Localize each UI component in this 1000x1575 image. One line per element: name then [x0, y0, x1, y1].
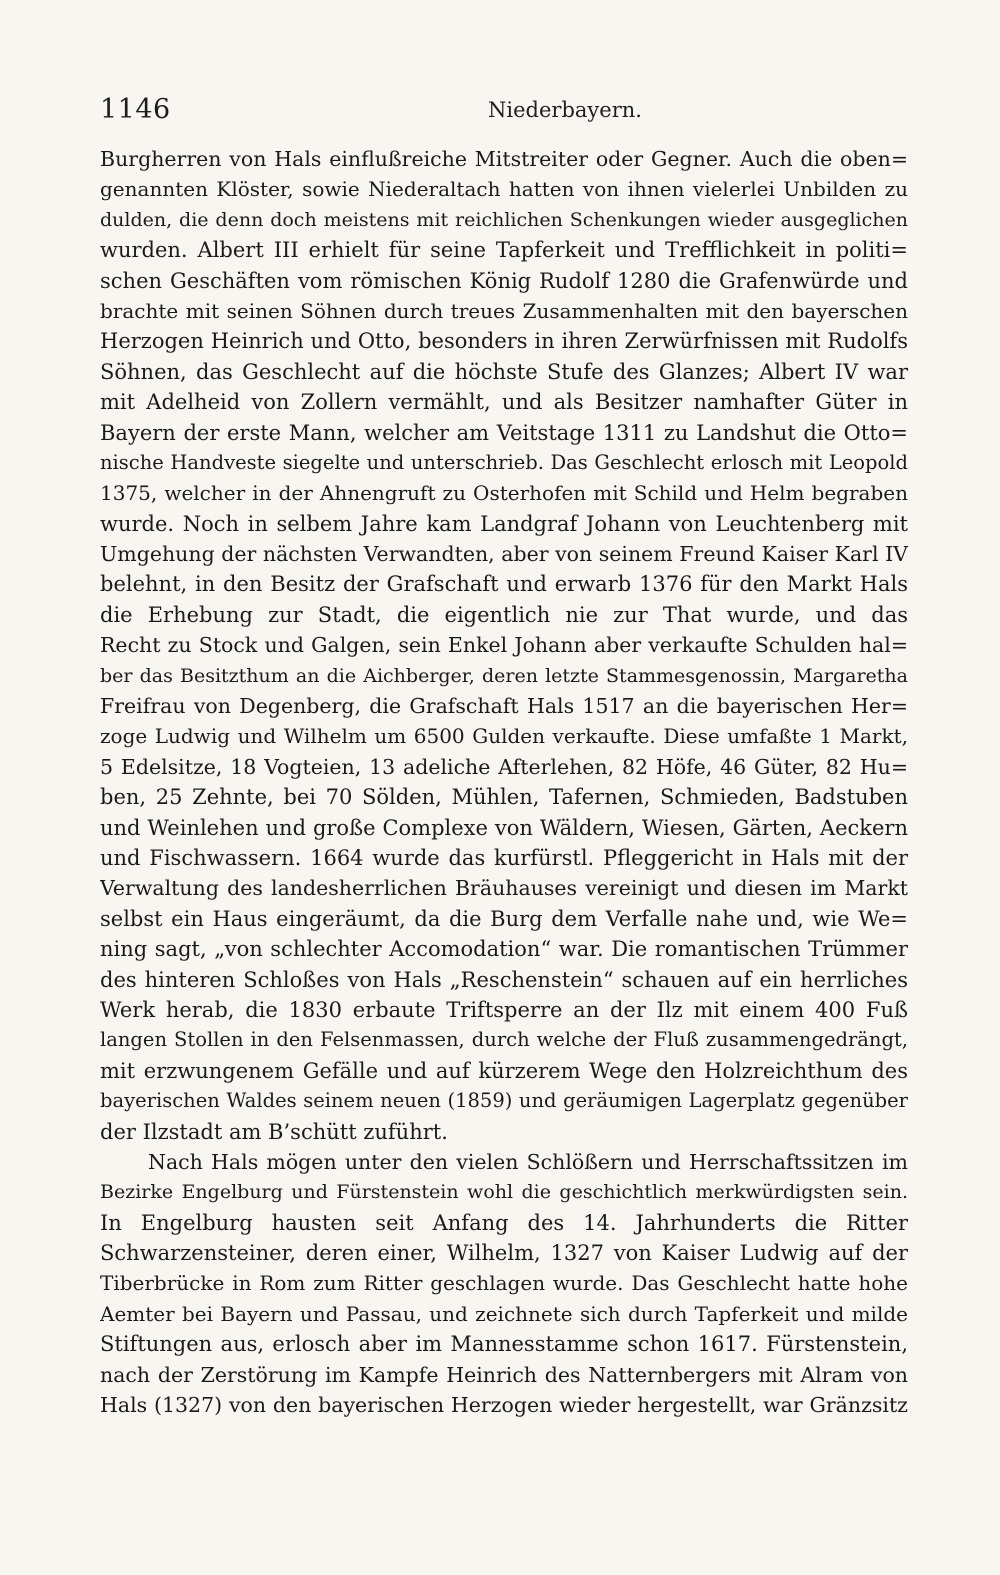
text-line: bayerischen Waldes seinem neuen (1859) und geräumigen Lagerplatz gegenüber	[100, 1089, 908, 1113]
text-line: Bayern der erste Mann, welcher am Veitstage 1311 zu Landshut die Otto=	[100, 420, 908, 445]
text-line: die Erhebung zur Stadt, die eigentlich nie zur That wurde, und das	[100, 602, 908, 627]
text-line: selbst ein Haus eingeräumt, da die Burg dem Verfalle nahe und, wie We=	[100, 906, 908, 931]
text-line: Recht zu Stock und Galgen, sein Enkel Johann aber verkaufte Schulden hal=	[100, 633, 908, 658]
text-line: des hinteren Schloßes von Hals „Reschenstein“ schauen auf ein herrliches	[100, 967, 908, 992]
text-line: langen Stollen in den Felsenmassen, durch welche der Fluß zusammengedrängt,	[100, 1028, 908, 1052]
text-line: belehnt, in den Besitz der Grafschaft und erwarb 1376 für den Markt Hals	[100, 572, 908, 597]
text-line: 1375, welcher in der Ahnengruft zu Osterhofen mit Schild und Helm begraben	[100, 481, 908, 506]
text-line: genannten Klöster, sowie Niederaltach hatten von ihnen vielerlei Unbilden zu	[100, 177, 908, 202]
running-head: Niederbayern.	[488, 98, 642, 122]
text-line: Stiftungen aus, erlosch aber im Mannesstamme schon 1617. Fürstenstein,	[100, 1332, 908, 1357]
text-line: Bezirke Engelburg und Fürstenstein wohl die geschichtlich merkwürdigsten sein.	[100, 1181, 908, 1204]
text-line: Tiberbrücke in Rom zum Ritter geschlagen wurde. Das Geschlecht hatte hohe	[100, 1271, 908, 1296]
text-line: Aemter bei Bayern und Passau, und zeichnete sich durch Tapferkeit und milde	[100, 1301, 908, 1326]
text-line: wurde. Noch in selbem Jahre kam Landgraf Johann von Leuchtenberg mit	[100, 511, 908, 536]
text-line: ning sagt, „von schlechter Accomodation“ war. Die romantischen Trümmer	[100, 937, 908, 962]
text-line: wurden. Albert III erhielt für seine Tapferkeit und Trefflichkeit in politi=	[100, 238, 908, 263]
paragraph-start-line: Nach Hals mögen unter den vielen Schlößern und Herrschaftssitzen im	[148, 1149, 908, 1174]
text-line: Verwaltung des landesherrlichen Bräuhauses vereinigt und diesen im Markt	[100, 876, 908, 901]
text-line: brachte mit seinen Söhnen durch treues Zusammenhalten mit den bayerschen	[100, 298, 908, 323]
page-number: 1146	[100, 94, 171, 125]
text-line: mit erzwungenem Gefälle und auf kürzerem Wege den Holzreichthum des	[100, 1058, 908, 1083]
body-text	[100, 144, 908, 1420]
text-line: 5 Edelsitze, 18 Vogteien, 13 adeliche Afterlehen, 82 Höfe, 46 Güter, 82 Hu=	[100, 754, 908, 779]
text-line: Schwarzensteiner, deren einer, Wilhelm, 1327 von Kaiser Ludwig auf der	[100, 1241, 908, 1266]
text-line: zoge Ludwig und Wilhelm um 6500 Gulden verkaufte. Diese umfaßte 1 Markt,	[100, 724, 908, 749]
text-line: In Engelburg hausten seit Anfang des 14. Jahrhunderts die Ritter	[100, 1210, 908, 1235]
text-line: dulden, die denn doch meistens mit reichlichen Schenkungen wieder ausgeglichen	[100, 208, 908, 231]
text-line: ben, 25 Zehnte, bei 70 Sölden, Mühlen, Tafernen, Schmieden, Badstuben	[100, 785, 908, 810]
text-line: nische Handveste siegelte und unterschrieb. Das Geschlecht erlosch mit Leopold	[100, 450, 908, 474]
text-line: Söhnen, das Geschlecht auf die höchste Stufe des Glanzes; Albert IV war	[100, 359, 908, 384]
text-line: schen Geschäften vom römischen König Rudolf 1280 die Grafenwürde und	[100, 268, 908, 293]
text-line: ber das Besitzthum an die Aichberger, deren letzte Stammesgenossin, Margaretha	[100, 664, 908, 687]
page-header	[100, 94, 910, 130]
text-line: und Fischwassern. 1664 wurde das kurfürstl. Pfleggericht in Hals mit der	[100, 845, 908, 870]
text-line: und Weinlehen und große Complexe von Wäldern, Wiesen, Gärten, Aeckern	[100, 815, 908, 840]
text-line: nach der Zerstörung im Kampfe Heinrich des Natternbergers mit Alram von	[100, 1362, 908, 1387]
text-line: Freifrau von Degenberg, die Grafschaft Hals 1517 an die bayerischen Her=	[100, 694, 908, 719]
text-line: Umgehung der nächsten Verwandten, aber von seinem Freund Kaiser Karl IV	[100, 542, 908, 567]
text-line: Werk herab, die 1830 erbaute Triftsperre an der Ilz mit einem 400 Fuß	[100, 997, 908, 1022]
text-line: Herzogen Heinrich und Otto, besonders in ihren Zerwürfnissen mit Rudolfs	[100, 329, 908, 354]
text-line: Burgherren von Hals einflußreiche Mitstreiter oder Gegner. Auch die oben=	[100, 147, 908, 171]
text-line: Hals (1327) von den bayerischen Herzogen wieder hergestellt, war Gränzsitz	[100, 1393, 908, 1418]
text-line: mit Adelheid von Zollern vermählt, und als Besitzer namhafter Güter in	[100, 390, 908, 415]
paragraph-end-line: der Ilzstadt am B’schütt zuführt.	[100, 1119, 448, 1144]
